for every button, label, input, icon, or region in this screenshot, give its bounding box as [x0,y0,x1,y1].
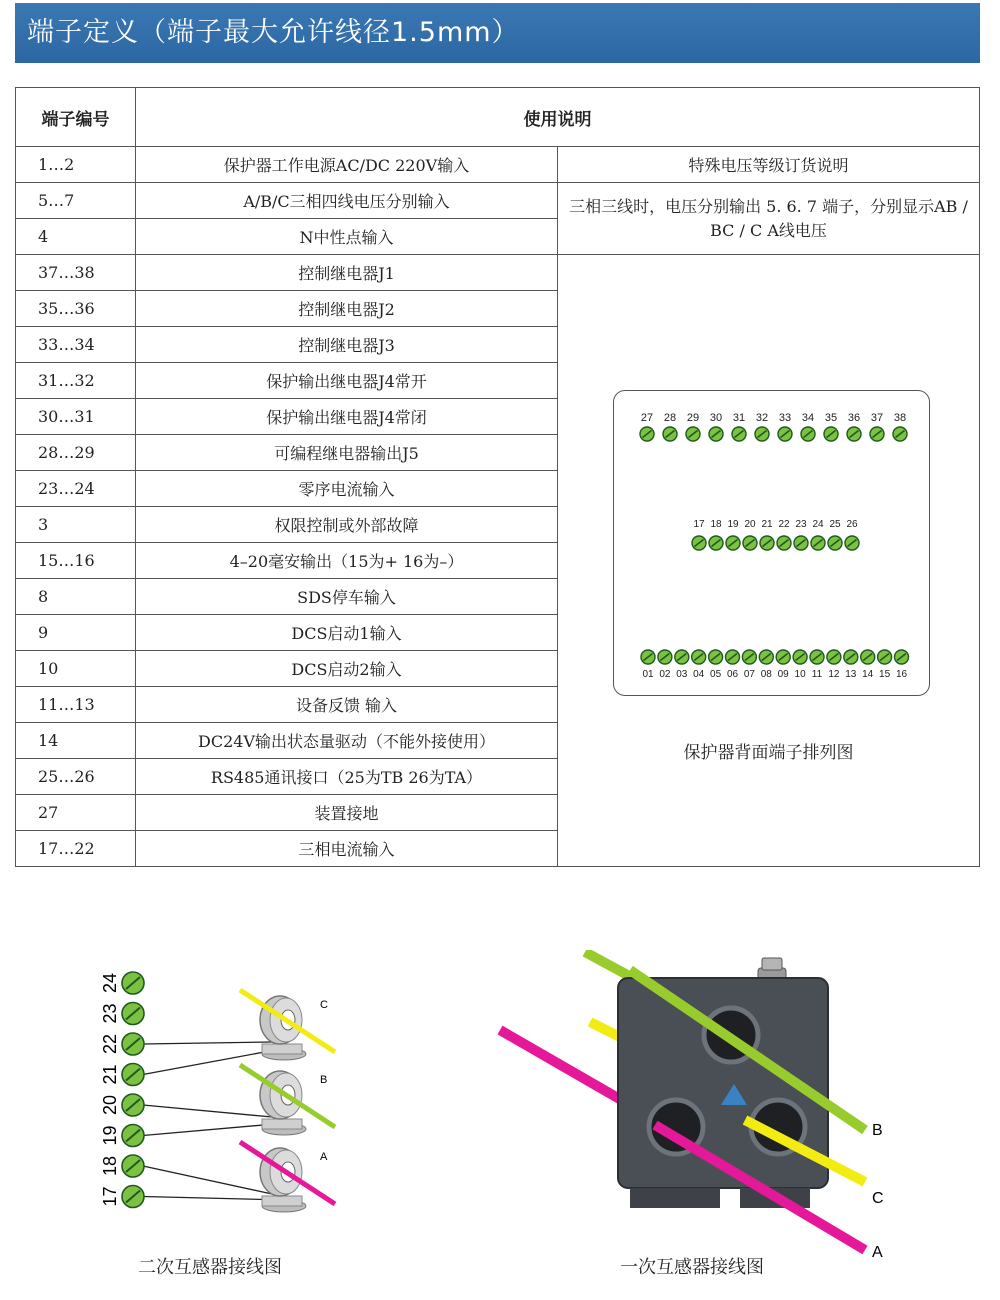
terminal-label-13: 13 [845,669,857,680]
terminal-definition-table [15,87,980,867]
back-panel-terminal-layout [613,390,930,696]
header-usage-description: 使用说明 [136,88,980,147]
terminal-description: 可编程继电器输出J5 [136,435,558,471]
three-phase-three-wire-note: 三相三线时，电压分别输出 5. 6. 7 端子，分别显示AB / BC / C A线电压 [558,183,980,255]
terminal-number: 37…38 [16,255,136,291]
back-panel-diagram-cell [558,255,980,867]
terminal-screw-icon [776,650,790,664]
terminal-screw-icon [122,1064,144,1086]
terminal-description: 4–20毫安输出（15为+ 16为–） [136,543,558,579]
terminal-label-27: 27 [640,412,654,424]
terminal-screw-icon [726,536,740,550]
terminal-label-38: 38 [893,412,907,424]
terminal-screw-icon [845,536,859,550]
terminal-screw-icon [709,427,723,441]
terminal-description: 控制继电器J3 [136,327,558,363]
terminal-description: 保护输出继电器J4常闭 [136,399,558,435]
terminal-screw-icon [122,1125,144,1147]
table-header-row [16,88,980,147]
terminal-number: 11…13 [16,687,136,723]
terminal-label-05: 05 [710,669,722,680]
terminal-screw-icon [692,536,706,550]
terminal-label-02: 02 [659,669,671,680]
terminal-screw-icon [692,650,706,664]
ct-phase-label: C [320,999,328,1011]
header-terminal-number: 端子编号 [16,88,136,147]
terminal-screw-icon [122,972,144,994]
terminal-label-22: 22 [778,519,790,530]
terminal-screw-icon [122,1155,144,1177]
terminal-screw-icon [878,650,892,664]
ct-terminal-label: 23 [100,1003,120,1024]
terminal-screw-icon [686,427,700,441]
secondary-ct-wiring-diagram [80,965,380,1215]
terminal-description: 三相电流输入 [136,831,558,867]
ct-phase-label: A [320,1151,328,1163]
terminal-screw-icon [743,536,757,550]
terminal-label-09: 09 [777,669,789,680]
terminal-label-23: 23 [795,519,807,530]
ct-lead-wire [143,1105,272,1117]
ct-terminal-label: 20 [100,1094,120,1116]
terminal-screw-icon [810,650,824,664]
terminal-description: SDS停车输入 [136,579,558,615]
terminal-label-24: 24 [812,519,824,530]
terminal-label-25: 25 [829,519,841,530]
terminal-label-21: 21 [761,519,773,530]
section-title-banner [15,3,980,63]
terminal-screw-icon [828,536,842,550]
back-panel-caption: 保护器背面端子排列图 [683,743,854,763]
terminal-number: 8 [16,579,136,615]
terminal-number: 15…16 [16,543,136,579]
terminal-screw-icon [895,650,909,664]
terminal-screw-icon [861,650,875,664]
terminal-label-26: 26 [846,519,858,530]
terminal-screw-icon [777,536,791,550]
ct-terminal-label: 17 [100,1186,120,1207]
terminal-description: 保护器工作电源AC/DC 220V输入 [136,147,558,183]
terminal-screw-icon [742,650,756,664]
terminal-label-20: 20 [744,519,756,530]
terminal-label-12: 12 [828,669,840,680]
terminal-screw-icon [663,427,677,441]
terminal-screw-icon [801,427,815,441]
table-row [16,147,980,183]
terminal-screw-icon [658,650,672,664]
terminal-description: 保护输出继电器J4常开 [136,363,558,399]
terminal-description: 零序电流输入 [136,471,558,507]
ct-phase-label: B [320,1074,328,1086]
terminal-label-18: 18 [710,519,722,530]
terminal-number: 1…2 [16,147,136,183]
terminal-screw-icon [640,427,654,441]
terminal-number: 23…24 [16,471,136,507]
back-panel-svg [614,391,931,697]
terminal-label-16: 16 [895,669,908,680]
terminal-number: 17…22 [16,831,136,867]
terminal-number: 27 [16,795,136,831]
phase-label-a: A [872,1244,883,1260]
terminal-screw-icon [726,650,740,664]
terminal-number: 10 [16,651,136,687]
terminal-description: RS485通讯接口（25为TB 26为TA） [136,759,558,795]
terminal-screw-icon [793,650,807,664]
terminal-description: 设备反馈 输入 [136,687,558,723]
terminal-label-11: 11 [811,669,823,680]
terminal-screw-icon [778,427,792,441]
terminal-number: 25…26 [16,759,136,795]
terminal-screw-icon [641,650,655,664]
terminal-number: 30…31 [16,399,136,435]
terminal-description: 控制继电器J1 [136,255,558,291]
terminal-screw-icon [847,427,861,441]
terminal-screw-icon [824,427,838,441]
terminal-description: 权限控制或外部故障 [136,507,558,543]
terminal-screw-icon [893,427,907,441]
terminal-label-34: 34 [801,412,815,424]
terminal-screw-icon [122,1033,144,1055]
terminal-screw-icon [759,650,773,664]
terminal-label-36: 36 [847,412,861,424]
phase-label-c: C [872,1190,884,1207]
terminal-screw-icon [755,427,769,441]
terminal-screw-icon [844,650,858,664]
terminal-screw-icon [709,536,723,550]
terminal-number: 35…36 [16,291,136,327]
terminal-label-14: 14 [862,669,874,680]
terminal-label-37: 37 [870,412,884,424]
terminal-label-30: 30 [709,412,723,424]
special-voltage-note: 特殊电压等级订货说明 [558,147,980,183]
ct-terminal-label: 19 [100,1125,120,1146]
terminal-label-19: 19 [727,519,739,530]
terminal-screw-icon [709,650,723,664]
ct-terminal-label: 21 [100,1064,120,1085]
terminal-description: A/B/C三相四线电压分别输入 [136,183,558,219]
terminal-description: 装置接地 [136,795,558,831]
terminal-screw-icon [811,536,825,550]
terminal-label-17: 17 [693,519,705,530]
terminal-label-03: 03 [676,669,688,680]
ct-terminal-label: 22 [100,1033,120,1055]
terminal-label-28: 28 [663,412,677,424]
section-title: 端子定义（端子最大允许线径1.5mm） [27,17,520,48]
terminal-label-08: 08 [760,669,772,680]
terminal-screw-icon [732,427,746,441]
terminal-description: 控制继电器J2 [136,291,558,327]
phase-label-b: B [872,1122,883,1139]
ct-lead-wire [143,1042,272,1044]
table-row [16,255,980,291]
terminal-screw-icon [870,427,884,441]
primary-ct-wiring-diagram [490,950,910,1260]
terminal-number: 14 [16,723,136,759]
terminal-number: 4 [16,219,136,255]
terminal-screw-icon [122,1094,144,1116]
wire-a-back [500,1030,630,1105]
terminal-screw-icon [827,650,841,664]
terminal-label-35: 35 [824,412,838,424]
terminal-label-01: 01 [642,669,654,680]
terminal-screw-icon [122,1186,144,1208]
ct-terminal-label: 18 [100,1155,120,1177]
terminal-description: DC24V输出状态量驱动（不能外接使用） [136,723,558,759]
terminal-label-33: 33 [778,412,792,424]
terminal-description: DCS启动2输入 [136,651,558,687]
terminal-label-10: 10 [794,669,806,680]
terminal-label-32: 32 [755,412,769,424]
table-row [16,183,980,219]
ct-lead-wire [143,1166,272,1194]
terminal-label-29: 29 [686,412,700,424]
terminal-number: 31…32 [16,363,136,399]
terminal-description: DCS启动1输入 [136,615,558,651]
secondary-ct-caption: 二次互感器接线图 [138,1257,282,1278]
primary-ct-caption: 一次互感器接线图 [620,1257,764,1278]
terminal-number: 33…34 [16,327,136,363]
terminal-description: N中性点输入 [136,219,558,255]
terminal-label-07: 07 [743,669,755,680]
terminal-screw-icon [675,650,689,664]
terminal-number: 3 [16,507,136,543]
terminal-label-31: 31 [732,412,746,424]
terminal-label-15: 15 [879,669,891,680]
terminal-number: 5…7 [16,183,136,219]
ct-terminal-label: 24 [100,972,120,994]
terminal-label-06: 06 [726,669,739,680]
terminal-screw-icon [794,536,808,550]
terminal-label-04: 04 [693,669,705,680]
terminal-number: 28…29 [16,435,136,471]
terminal-screw-icon [760,536,774,550]
terminal-screw-icon [122,1003,144,1025]
terminal-number: 9 [16,615,136,651]
